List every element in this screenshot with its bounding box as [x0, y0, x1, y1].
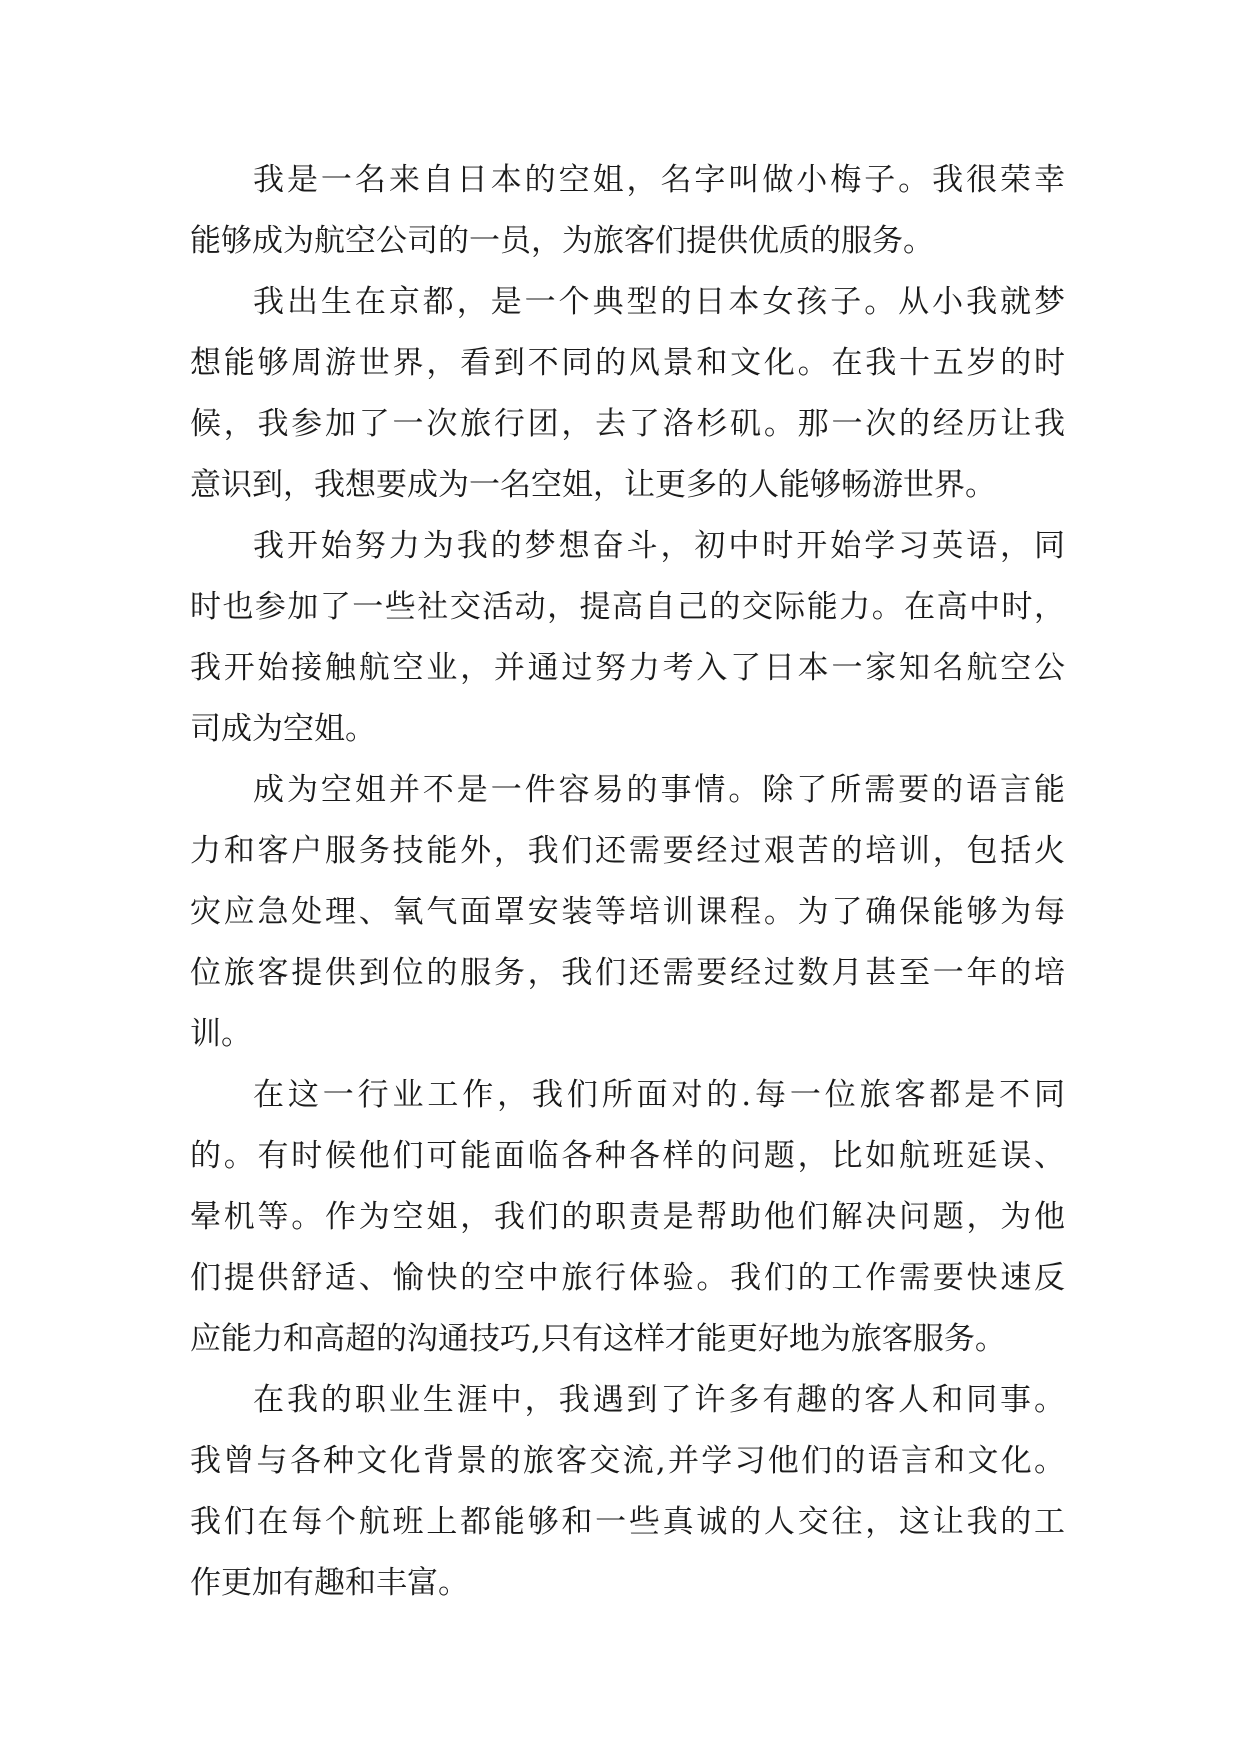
text-line: 能够成为航空公司的一员，为旅客们提供优质的服务。: [190, 223, 934, 259]
text-line: 我出生在京都，是一个典型的日本女孩子。从小我就梦: [253, 284, 1065, 320]
text-line: 我曾与各种文化背景的旅客交流,并学习他们的语言和文化。: [190, 1443, 1065, 1479]
document-body: [190, 150, 1065, 1614]
text-line: 作更加有趣和丰富。: [190, 1565, 469, 1601]
paragraph-5: [190, 1065, 1065, 1370]
text-line: 在我的职业生涯中，我遇到了许多有趣的客人和同事。: [253, 1382, 1065, 1418]
paragraph-2: [190, 272, 1065, 516]
text-line: 们提供舒适、愉快的空中旅行体验。我们的工作需要快速反: [190, 1260, 1065, 1296]
text-line: 灾应急处理、氧气面罩安装等培训课程。为了确保能够为每: [190, 894, 1065, 930]
text-line: 司成为空姐。: [190, 711, 376, 747]
text-line: 应能力和高超的沟通技巧,只有这样才能更好地为旅客服务。: [190, 1321, 1006, 1357]
paragraph-4: [190, 760, 1065, 1065]
text-line: 我们在每个航班上都能够和一些真诚的人交往，这让我的工: [190, 1504, 1065, 1540]
text-line: 位旅客提供到位的服务，我们还需要经过数月甚至一年的培: [190, 955, 1065, 991]
paragraph-3: [190, 516, 1065, 760]
text-line: 意识到，我想要成为一名空姐，让更多的人能够畅游世界。: [190, 467, 996, 503]
paragraph-1: [190, 150, 1065, 272]
text-line: 力和客户服务技能外，我们还需要经过艰苦的培训，包括火: [190, 833, 1065, 869]
text-line: 我开始努力为我的梦想奋斗，初中时开始学习英语，同: [253, 528, 1065, 564]
text-line: 想能够周游世界，看到不同的风景和文化。在我十五岁的时: [190, 345, 1065, 381]
text-line: 时也参加了一些社交活动，提高自己的交际能力。在高中时，: [190, 589, 1065, 625]
text-line: 我是一名来自日本的空姐，名字叫做小梅子。我很荣幸: [253, 162, 1065, 198]
text-line: 在这一行业工作，我们所面对的.每一位旅客都是不同: [253, 1077, 1065, 1113]
text-line: 我开始接触航空业，并通过努力考入了日本一家知名航空公: [190, 650, 1065, 686]
text-line: 训。: [190, 1016, 252, 1052]
text-line: 候，我参加了一次旅行团，去了洛杉矶。那一次的经历让我: [190, 406, 1065, 442]
text-line: 成为空姐并不是一件容易的事情。除了所需要的语言能: [253, 772, 1065, 808]
text-line: 晕机等。作为空姐，我们的职责是帮助他们解决问题，为他: [190, 1199, 1065, 1235]
text-line: 的。有时候他们可能面临各种各样的问题，比如航班延误、: [190, 1138, 1065, 1174]
paragraph-6: [190, 1370, 1065, 1614]
